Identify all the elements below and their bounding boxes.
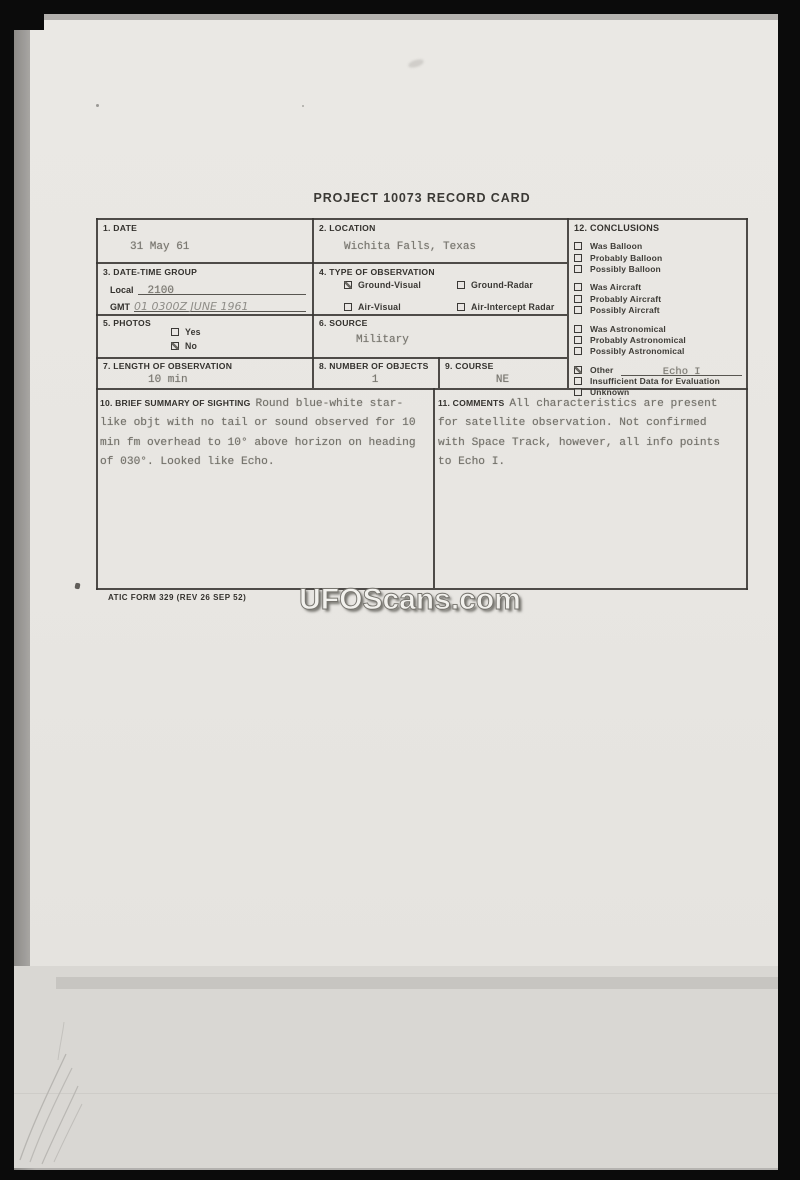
conclusion-item: [567, 241, 748, 251]
brief-summary-text: Round blue-white star-like objt with no tail or sound observed for 10 min fm overhead to 10° above horizon on heading of 030°. Looked like Echo.: [100, 398, 416, 469]
page-title: PROJECT 10073 RECORD CARD: [313, 191, 531, 205]
gmt-value: 01 0300Z JUNE 1961: [134, 300, 249, 313]
local-label: Local: [110, 285, 134, 295]
record-card-sheet: [30, 20, 778, 966]
ground-visual-label: Ground-Visual: [358, 280, 422, 290]
conclusion-item: [567, 282, 748, 292]
possibly-balloon-label: Possibly Balloon: [590, 263, 661, 274]
lower-sheet: [14, 966, 778, 1168]
was-balloon-label: Was Balloon: [590, 241, 643, 252]
conclusion-item: [567, 346, 748, 356]
photos-no-label: No: [185, 341, 198, 351]
possibly-astronomical-checkbox: [574, 347, 582, 355]
comments-divider: [433, 388, 435, 588]
local-underline: [138, 280, 306, 295]
ground-radar-checkbox: [457, 281, 465, 289]
probably-balloon-checkbox: [574, 254, 582, 262]
brief-summary-cell: [100, 393, 416, 471]
conclusion-item: [567, 252, 748, 262]
form-number: ATIC FORM 329 (REV 26 SEP 52): [108, 593, 247, 602]
possibly-aircraft-label: Possibly Aircraft: [590, 305, 660, 316]
was-balloon-checkbox: [574, 242, 582, 250]
lower-sheet-shadow-band: [56, 977, 778, 989]
was-astronomical-checkbox: [574, 325, 582, 333]
photos-no-checkbox: [171, 342, 179, 350]
source-value: Military: [356, 334, 409, 346]
source-label: 6. SOURCE: [319, 318, 368, 328]
date-value: 31 May 61: [130, 241, 190, 253]
gmt-label: GMT: [110, 302, 130, 312]
location-label: 2. LOCATION: [319, 223, 376, 233]
probably-balloon-label: Probably Balloon: [590, 252, 663, 263]
number-of-objects-value: 1: [371, 374, 379, 386]
probably-aircraft-checkbox: [574, 295, 582, 303]
possibly-aircraft-checkbox: [574, 306, 582, 314]
row-line-3: [96, 357, 567, 359]
insufficient-data-checkbox: [574, 377, 582, 385]
photos-label: 5. PHOTOS: [103, 318, 151, 328]
pencil-scribbles: [6, 1020, 106, 1170]
brief-summary-label: 10. BRIEF SUMMARY OF SIGHTING: [100, 398, 251, 408]
course-label: 9. COURSE: [445, 361, 494, 371]
conclusion-item: [567, 335, 748, 345]
column-divider-1: [312, 218, 314, 388]
conclusions-label: 12. CONCLUSIONS: [574, 223, 660, 233]
ground-radar-label: Ground-Radar: [471, 280, 534, 290]
conclusion-item: [567, 294, 748, 304]
watermark: UFOScans.com: [299, 583, 521, 616]
row-line-1: [96, 262, 567, 264]
conclusion-item: [567, 376, 748, 386]
number-of-objects-label: 8. NUMBER OF OBJECTS: [319, 361, 429, 371]
type-of-observation-label: 4. TYPE OF OBSERVATION: [319, 267, 435, 277]
unknown-label: Unknown: [590, 387, 630, 398]
local-value: 2100: [147, 285, 174, 297]
course-value: NE: [495, 374, 510, 386]
date-label: 1. DATE: [103, 223, 138, 233]
row-line-2: [96, 314, 567, 316]
comments-cell: [438, 393, 726, 471]
other-label: Other: [590, 364, 614, 375]
possibly-balloon-checkbox: [574, 265, 582, 273]
other-value: Echo I: [662, 366, 701, 379]
air-intercept-radar-checkbox: [457, 303, 465, 311]
conclusion-item: [567, 387, 748, 397]
air-visual-label: Air-Visual: [358, 302, 401, 312]
probably-astronomical-label: Probably Astronomical: [590, 334, 686, 345]
comments-label: 11. COMMENTS: [438, 398, 505, 408]
length-of-observation-label: 7. LENGTH OF OBSERVATION: [103, 361, 233, 371]
photos-yes-label: Yes: [185, 327, 201, 337]
insufficient-data-label: Insufficient Data for Evaluation: [590, 376, 720, 387]
conclusion-item: [567, 323, 748, 333]
probably-astronomical-checkbox: [574, 336, 582, 344]
was-aircraft-label: Was Aircraft: [590, 282, 642, 293]
lower-sheet-fold-line: [14, 1093, 778, 1094]
length-of-observation-value: 10 min: [148, 374, 188, 386]
gmt-underline: [134, 297, 306, 312]
dust-speck: [96, 104, 99, 107]
possibly-astronomical-label: Possibly Astronomical: [590, 346, 685, 357]
comments-text: All characteristics are present for satellite observation. Not confirmed with Space Track, however, all info points to Echo I.: [438, 398, 720, 469]
was-astronomical-label: Was Astronomical: [590, 323, 666, 334]
conclusion-item-other: [567, 364, 748, 379]
air-visual-checkbox: [344, 303, 352, 311]
dust-speck: [302, 105, 304, 107]
conclusions-cell: [567, 218, 748, 398]
other-checkbox: [574, 366, 582, 374]
conclusion-item: [567, 305, 748, 315]
air-intercept-radar-label: Air-Intercept Radar: [471, 302, 555, 312]
date-time-group-label: 3. DATE-TIME GROUP: [103, 267, 198, 277]
unknown-checkbox: [574, 388, 582, 396]
was-aircraft-checkbox: [574, 283, 582, 291]
scan-corner: [0, 0, 44, 30]
probably-aircraft-label: Probably Aircraft: [590, 293, 662, 304]
photos-yes-checkbox: [171, 328, 179, 336]
ground-visual-checkbox: [344, 281, 352, 289]
conclusion-item: [567, 264, 748, 274]
other-underline: [621, 363, 742, 379]
table-border-left: [96, 218, 98, 590]
location-value: Wichita Falls, Texas: [344, 241, 477, 253]
